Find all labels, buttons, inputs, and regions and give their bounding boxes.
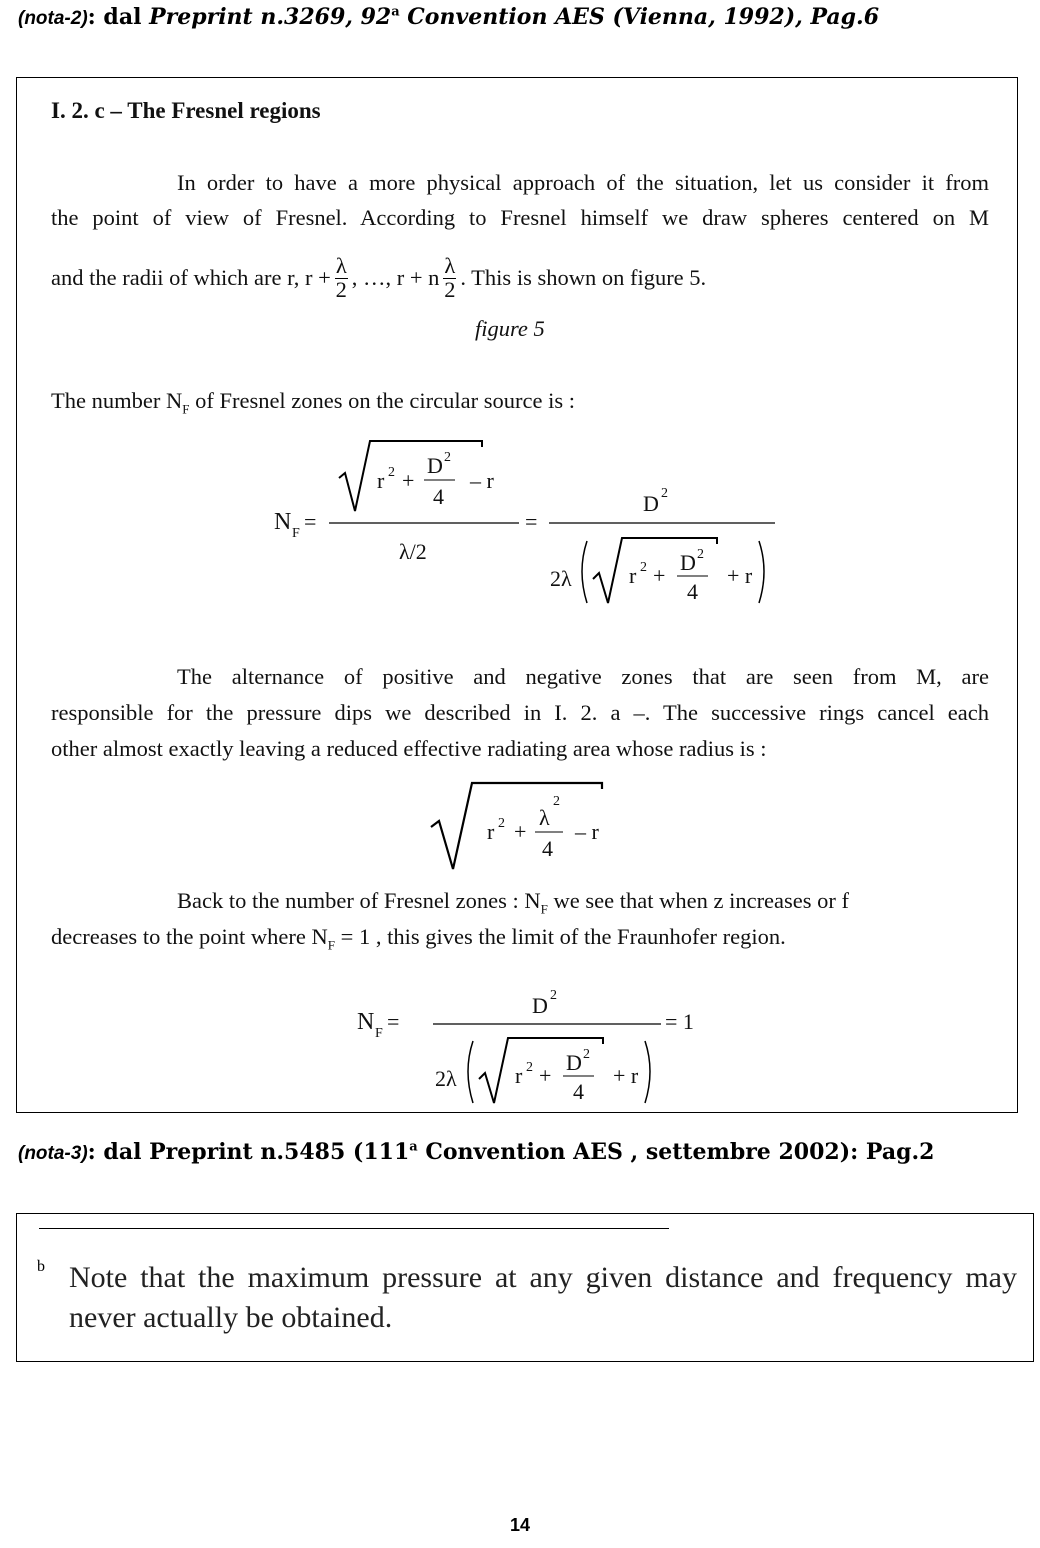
page-number: 14 [509, 1515, 531, 1535]
fraction-denominator-2: 2 [444, 277, 456, 302]
nota-3-tag: (nota-3) [18, 1143, 88, 1164]
f1-rhs-plus: + [653, 563, 666, 588]
fresnel-number-formula [267, 433, 787, 613]
f1-rhs-four: 4 [687, 579, 698, 604]
f3-right-paren [645, 1041, 650, 1103]
nf-intro-a: The number N [51, 388, 183, 413]
para3-line1-a: Back to the number of Fresnel zones : N [177, 888, 541, 913]
para2-line3: other almost exactly leaving a reduced effective radiating area whose radius is : [51, 736, 767, 761]
f1-rhs-r-exp: 2 [640, 560, 647, 575]
f2-lambda-exp: 2 [553, 794, 560, 809]
f3-d2-exp: 2 [583, 1047, 590, 1062]
nota-3-text-2: Convention AES , settembre 2002): Pag.2 [417, 1139, 935, 1165]
para3-line2-b: = 1 , this gives the limit of the Fraunhofer region. [335, 924, 786, 949]
para1-line3 [51, 248, 706, 308]
f2-lambda: λ [539, 805, 550, 830]
nota-2-text: : dal [87, 4, 150, 30]
para2-line2: responsible for the pressure dips we described in I. 2. a –. The successive rings cancel each [51, 700, 989, 725]
para1-line2: the point of view of Fresnel. According to Fresnel himself we draw spheres centered on M [51, 205, 989, 230]
f1-eq2: = [525, 509, 538, 534]
f1-rhs-d-exp: 2 [661, 486, 668, 501]
f1-r: r [377, 468, 385, 493]
nota-3-text: : dal Preprint n.5485 (111 [87, 1139, 410, 1165]
effective-radius-formula [417, 775, 627, 875]
fraction-numerator: λ [335, 252, 347, 278]
figure-caption: figure 5 [475, 316, 545, 341]
f2-four: 4 [542, 836, 553, 861]
para3-line2-a: decreases to the point where N [51, 924, 328, 949]
f3-eq-one: = 1 [665, 1009, 694, 1034]
f3-left-paren [468, 1041, 473, 1103]
f1-right-paren [759, 541, 764, 603]
f2-plus: + [514, 819, 527, 844]
para2-line1: The alternance of positive and negative zones that are seen from M, are [177, 664, 989, 689]
f1-eq1: = [304, 509, 317, 534]
f1-rhs-plus-r: + r [727, 563, 753, 588]
f1-lambda-half: λ/2 [399, 539, 427, 564]
nota-3-heading [18, 1139, 934, 1165]
f1-d: D [427, 453, 443, 478]
footnote-text: Note that the maximum pressure at any given distance and frequency may never actually be obtained. [69, 1261, 1017, 1334]
f3-plus: + [539, 1063, 552, 1088]
f1-n: N [274, 509, 292, 535]
lambda-over-2-fraction-2 [443, 252, 456, 302]
fraunhofer-limit-formula [347, 973, 707, 1113]
f1-rhs-d2: D [680, 550, 696, 575]
footnote-separator [39, 1228, 669, 1229]
f1-sub-f: F [292, 526, 300, 541]
f1-four: 4 [433, 484, 444, 509]
f3-d: D [532, 993, 548, 1018]
para1-line3-b: , …, r + n [351, 265, 440, 290]
f1-rhs-r: r [629, 563, 637, 588]
para3-line2 [51, 924, 786, 954]
f1-d-exp: 2 [444, 450, 451, 465]
fraction-denominator: 2 [335, 277, 347, 302]
nota-2-source-2: Convention AES (Vienna, 1992), Pag.6 [399, 4, 880, 30]
section-title: I. 2. c – The Fresnel regions [51, 98, 321, 123]
lambda-over-2-fraction [335, 252, 348, 302]
f3-r-exp: 2 [526, 1060, 533, 1075]
para3-line2-sub: F [327, 937, 336, 953]
para1-line3-a: and the radii of which are r, r + [51, 265, 331, 290]
f1-r-exp: 2 [388, 465, 395, 480]
nota-2-tag: (nota-2) [18, 8, 88, 29]
para3-line1 [177, 888, 989, 918]
nota-2-sup: a [391, 4, 400, 20]
f1-left-paren [582, 541, 587, 603]
nf-intro [51, 388, 575, 418]
nf-intro-sub: F [182, 401, 190, 417]
f2-r-exp: 2 [498, 816, 505, 831]
nota-2-source: Preprint n.3269, 92 [149, 4, 392, 30]
nota-3-sup: a [409, 1139, 418, 1155]
f3-r: r [515, 1063, 523, 1088]
excerpt-1-box [16, 77, 1018, 1113]
excerpt-2-box [16, 1213, 1034, 1362]
fraction-numerator-2: λ [444, 252, 456, 278]
nf-intro-b: of Fresnel zones on the circular source is : [189, 388, 575, 413]
footnote-mark: b [37, 1258, 45, 1275]
f3-two-lambda: 2λ [435, 1066, 457, 1091]
f2-minus-r: – r [575, 819, 599, 844]
f1-minus-r: – r [470, 468, 494, 493]
f3-four: 4 [573, 1079, 584, 1104]
f3-plus-r: + r [613, 1063, 639, 1088]
nota-2-heading [18, 4, 879, 30]
f3-sub-f: F [375, 1026, 383, 1041]
f3-d-exp: 2 [550, 988, 557, 1003]
f1-plus: + [402, 468, 415, 493]
f2-r: r [487, 819, 495, 844]
para3-line1-b: we see that when z increases or f [547, 888, 850, 913]
para1-line1: In order to have a more physical approach of the situation, let us consider it from [177, 170, 989, 195]
f3-eq: = [387, 1009, 400, 1034]
f1-rhs-d2-exp: 2 [697, 547, 704, 562]
para3-line1-sub: F [540, 901, 548, 917]
f1-rhs-d: D [643, 491, 659, 516]
f3-n: N [357, 1009, 375, 1035]
f3-d2: D [566, 1050, 582, 1075]
para1-line3-c: . This is shown on figure 5. [460, 265, 707, 290]
f1-two-lambda: 2λ [550, 566, 572, 591]
